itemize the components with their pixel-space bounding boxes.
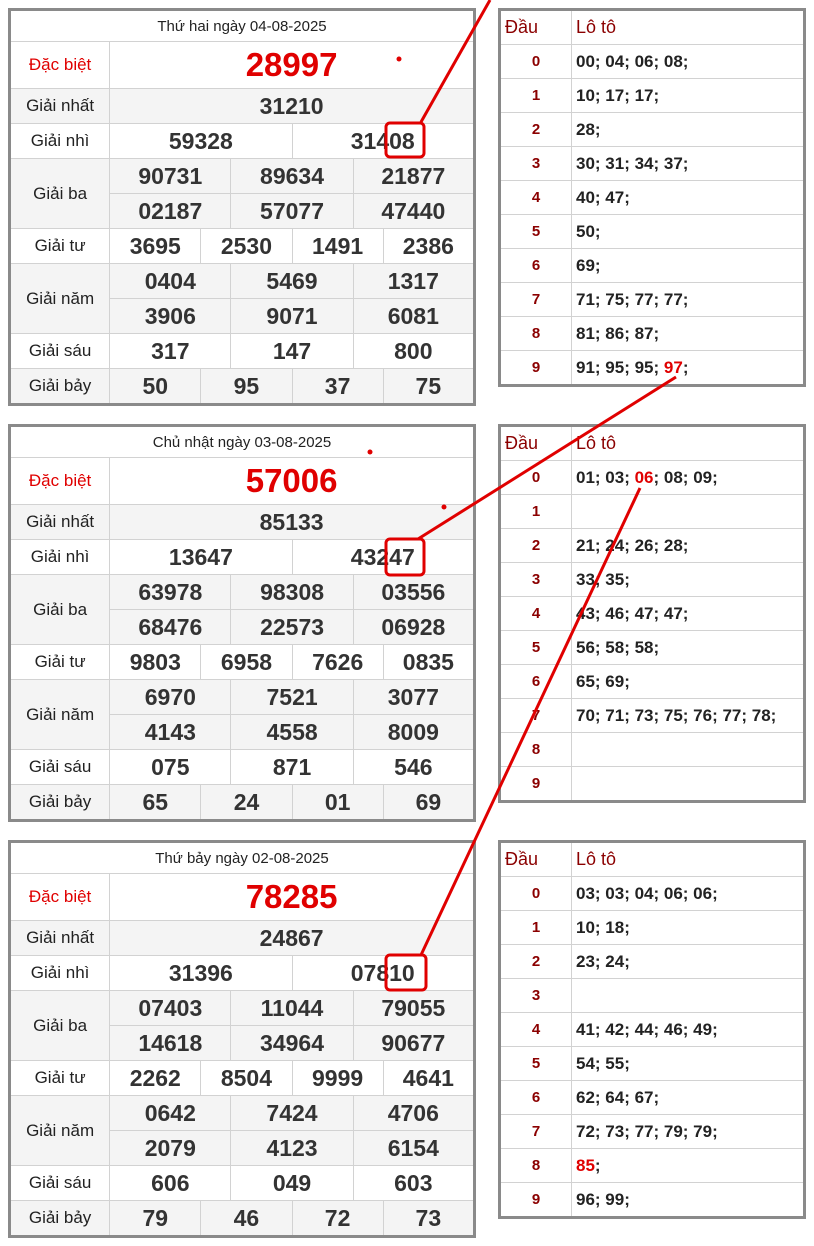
sixth-prize-number: 049 — [231, 1166, 353, 1201]
loto-head-digit: 6 — [500, 249, 572, 283]
loto-head-digit: 0 — [500, 461, 572, 495]
draw-date: Thứ bảy ngày 02-08-2025 — [10, 842, 475, 874]
fourth-prize-number: 2262 — [110, 1061, 201, 1096]
third-prize-number: 57077 — [231, 194, 353, 229]
fifth-prize-number: 2079 — [110, 1131, 231, 1166]
prize-label-fourth: Giải tư — [10, 229, 110, 264]
third-prize-number: 90731 — [110, 159, 231, 194]
second-prize-number: 07810 — [292, 956, 474, 991]
prize-label-fifth: Giải năm — [10, 1096, 110, 1166]
fourth-prize-number: 2386 — [383, 229, 474, 264]
results-table — [8, 8, 476, 406]
loto-value-text: 40; 47; — [576, 187, 630, 207]
loto-value-text: 10; 18; — [576, 917, 630, 937]
second-prize-number: 13647 — [110, 540, 292, 575]
loto-value-text: 21; 24; 26; 28; — [576, 535, 689, 555]
loto-value-text: 72; 73; 77; 79; 79; — [576, 1121, 718, 1141]
loto-values-label: Lô tô — [572, 426, 805, 461]
loto-head-digit: 4 — [500, 1013, 572, 1047]
loto-head-digit: 7 — [500, 699, 572, 733]
loto-head-digit: 7 — [500, 283, 572, 317]
loto-head-digit: 0 — [500, 877, 572, 911]
prize-label-third: Giải ba — [10, 991, 110, 1061]
fourth-prize-number: 3695 — [110, 229, 201, 264]
loto-head-digit: 5 — [500, 215, 572, 249]
loto-values — [572, 283, 805, 317]
fifth-prize-number: 4123 — [231, 1131, 353, 1166]
prize-label-third: Giải ba — [10, 159, 110, 229]
loto-head-label: Đầu — [500, 426, 572, 461]
loto-values-label: Lô tô — [572, 842, 805, 877]
fifth-prize-number: 4143 — [110, 715, 231, 750]
loto-value-text: 00; 04; 06; 08; — [576, 51, 689, 71]
fifth-prize-number: 7424 — [231, 1096, 353, 1131]
prize-label-sixth: Giải sáu — [10, 1166, 110, 1201]
first-prize-number: 85133 — [110, 505, 475, 540]
draw-date: Thứ hai ngày 04-08-2025 — [10, 10, 475, 42]
prize-label-second: Giải nhì — [10, 956, 110, 991]
loto-highlight-value: 85 — [576, 1155, 595, 1175]
loto-head-digit: 4 — [500, 597, 572, 631]
loto-values — [572, 317, 805, 351]
loto-values — [572, 215, 805, 249]
second-prize-number: 59328 — [110, 124, 292, 159]
third-prize-number: 03556 — [353, 575, 474, 610]
loto-values — [572, 631, 805, 665]
third-prize-number: 07403 — [110, 991, 231, 1026]
loto-value-text: ; 08; 09; — [653, 467, 718, 487]
loto-highlight-value: 97 — [663, 357, 683, 377]
sixth-prize-number: 075 — [110, 750, 231, 785]
prize-label-second: Giải nhì — [10, 540, 110, 575]
loto-values — [572, 945, 805, 979]
loto-value-text: 62; 64; 67; — [576, 1087, 660, 1107]
prize-label-seventh: Giải bảy — [10, 785, 110, 821]
prize-label-second: Giải nhì — [10, 124, 110, 159]
loto-head-digit: 8 — [500, 317, 572, 351]
prize-label-sixth: Giải sáu — [10, 334, 110, 369]
first-prize-number: 31210 — [110, 89, 475, 124]
third-prize-number: 68476 — [110, 610, 231, 645]
loto-head-digit: 6 — [500, 1081, 572, 1115]
fifth-prize-number: 6154 — [353, 1131, 474, 1166]
sixth-prize-number: 800 — [353, 334, 474, 369]
loto-table — [498, 840, 806, 1219]
loto-head-digit: 2 — [500, 113, 572, 147]
third-prize-number: 79055 — [353, 991, 474, 1026]
loto-value-text: 70; 71; 73; 75; 76; 77; 78; — [576, 705, 777, 725]
seventh-prize-number: 95 — [201, 369, 292, 405]
draw-date: Chủ nhật ngày 03-08-2025 — [10, 426, 475, 458]
special-prize-number: 57006 — [110, 458, 475, 505]
draw-day-block — [0, 840, 814, 1242]
loto-values — [572, 495, 805, 529]
loto-head-digit: 9 — [500, 767, 572, 802]
loto-values — [572, 147, 805, 181]
third-prize-number: 90677 — [353, 1026, 474, 1061]
fourth-prize-number: 9803 — [110, 645, 201, 680]
loto-head-digit: 7 — [500, 1115, 572, 1149]
loto-head-label: Đầu — [500, 842, 572, 877]
prize-label-third: Giải ba — [10, 575, 110, 645]
fourth-prize-number: 0835 — [383, 645, 474, 680]
loto-values — [572, 529, 805, 563]
loto-values — [572, 1013, 805, 1047]
fifth-prize-number: 0404 — [110, 264, 231, 299]
third-prize-number: 98308 — [231, 575, 353, 610]
seventh-prize-number: 69 — [383, 785, 474, 821]
third-prize-number: 89634 — [231, 159, 353, 194]
loto-value-text: 81; 86; 87; — [576, 323, 660, 343]
second-prize-number: 43247 — [292, 540, 474, 575]
loto-value-text: 50; — [576, 221, 601, 241]
loto-value-text: 28; — [576, 119, 601, 139]
prize-label-first: Giải nhất — [10, 921, 110, 956]
special-prize-number: 78285 — [110, 874, 475, 921]
loto-values — [572, 665, 805, 699]
prize-label-fifth: Giải năm — [10, 680, 110, 750]
seventh-prize-number: 46 — [201, 1201, 292, 1237]
second-prize-number: 31408 — [292, 124, 474, 159]
first-prize-number: 24867 — [110, 921, 475, 956]
prize-label-special: Đặc biệt — [10, 458, 110, 505]
loto-values — [572, 461, 805, 495]
fourth-prize-number: 8504 — [201, 1061, 292, 1096]
loto-head-digit: 6 — [500, 665, 572, 699]
loto-highlight-value: 06 — [634, 467, 654, 487]
special-prize-number: 28997 — [110, 42, 475, 89]
loto-values-label: Lô tô — [572, 10, 805, 45]
fifth-prize-number: 5469 — [231, 264, 353, 299]
loto-head-digit: 3 — [500, 979, 572, 1013]
prize-label-fifth: Giải năm — [10, 264, 110, 334]
loto-head-digit: 2 — [500, 529, 572, 563]
loto-head-digit: 1 — [500, 911, 572, 945]
loto-table — [498, 424, 806, 803]
loto-values — [572, 113, 805, 147]
fifth-prize-number: 4558 — [231, 715, 353, 750]
loto-values — [572, 877, 805, 911]
seventh-prize-number: 01 — [292, 785, 383, 821]
fifth-prize-number: 4706 — [353, 1096, 474, 1131]
loto-value-text: 41; 42; 44; 46; 49; — [576, 1019, 718, 1039]
loto-value-text: ; — [594, 1155, 601, 1175]
fifth-prize-number: 1317 — [353, 264, 474, 299]
loto-value-text: 71; 75; 77; 77; — [576, 289, 689, 309]
sixth-prize-number: 603 — [353, 1166, 474, 1201]
loto-value-text: 56; 58; 58; — [576, 637, 660, 657]
seventh-prize-number: 73 — [383, 1201, 474, 1237]
loto-head-digit: 4 — [500, 181, 572, 215]
loto-values — [572, 979, 805, 1013]
third-prize-number: 47440 — [353, 194, 474, 229]
sixth-prize-number: 147 — [231, 334, 353, 369]
loto-head-digit: 1 — [500, 495, 572, 529]
prize-label-sixth: Giải sáu — [10, 750, 110, 785]
loto-values — [572, 1115, 805, 1149]
loto-values — [572, 351, 805, 386]
third-prize-number: 02187 — [110, 194, 231, 229]
results-table — [8, 424, 476, 822]
loto-value-text: 33; 35; — [576, 569, 630, 589]
fourth-prize-number: 9999 — [292, 1061, 383, 1096]
loto-value-text: ; — [682, 357, 689, 377]
fifth-prize-number: 6970 — [110, 680, 231, 715]
fifth-prize-number: 8009 — [353, 715, 474, 750]
seventh-prize-number: 75 — [383, 369, 474, 405]
draw-day-block — [0, 424, 814, 826]
loto-head-digit: 8 — [500, 1149, 572, 1183]
prize-label-seventh: Giải bảy — [10, 1201, 110, 1237]
loto-values — [572, 597, 805, 631]
loto-value-text: 54; 55; — [576, 1053, 630, 1073]
fifth-prize-number: 0642 — [110, 1096, 231, 1131]
loto-head-digit: 0 — [500, 45, 572, 79]
fourth-prize-number: 4641 — [383, 1061, 474, 1096]
third-prize-number: 11044 — [231, 991, 353, 1026]
third-prize-number: 22573 — [231, 610, 353, 645]
prize-label-first: Giải nhất — [10, 505, 110, 540]
third-prize-number: 34964 — [231, 1026, 353, 1061]
loto-values — [572, 1081, 805, 1115]
sixth-prize-number: 871 — [231, 750, 353, 785]
seventh-prize-number: 37 — [292, 369, 383, 405]
seventh-prize-number: 79 — [110, 1201, 201, 1237]
loto-head-digit: 1 — [500, 79, 572, 113]
prize-label-first: Giải nhất — [10, 89, 110, 124]
loto-values — [572, 79, 805, 113]
fifth-prize-number: 3077 — [353, 680, 474, 715]
loto-value-text: 96; 99; — [576, 1189, 630, 1209]
prize-label-fourth: Giải tư — [10, 645, 110, 680]
loto-values — [572, 1149, 805, 1183]
sixth-prize-number: 317 — [110, 334, 231, 369]
results-table — [8, 840, 476, 1238]
prize-label-fourth: Giải tư — [10, 1061, 110, 1096]
loto-value-text: 10; 17; 17; — [576, 85, 660, 105]
loto-value-text: 23; 24; — [576, 951, 630, 971]
loto-head-digit: 5 — [500, 631, 572, 665]
loto-values — [572, 181, 805, 215]
loto-head-digit: 8 — [500, 733, 572, 767]
fourth-prize-number: 7626 — [292, 645, 383, 680]
seventh-prize-number: 50 — [110, 369, 201, 405]
fifth-prize-number: 9071 — [231, 299, 353, 334]
sixth-prize-number: 606 — [110, 1166, 231, 1201]
prize-label-seventh: Giải bảy — [10, 369, 110, 405]
draw-day-block — [0, 8, 814, 410]
fifth-prize-number: 3906 — [110, 299, 231, 334]
fourth-prize-number: 6958 — [201, 645, 292, 680]
seventh-prize-number: 72 — [292, 1201, 383, 1237]
loto-values — [572, 1183, 805, 1218]
loto-values — [572, 911, 805, 945]
loto-values — [572, 45, 805, 79]
third-prize-number: 21877 — [353, 159, 474, 194]
loto-head-digit: 9 — [500, 1183, 572, 1218]
loto-head-label: Đầu — [500, 10, 572, 45]
loto-values — [572, 1047, 805, 1081]
fifth-prize-number: 7521 — [231, 680, 353, 715]
loto-value-text: 01; 03; — [576, 467, 635, 487]
loto-values — [572, 563, 805, 597]
prize-label-special: Đặc biệt — [10, 874, 110, 921]
fourth-prize-number: 1491 — [292, 229, 383, 264]
loto-value-text: 91; 95; 95; — [576, 357, 664, 377]
loto-values — [572, 767, 805, 802]
loto-head-digit: 5 — [500, 1047, 572, 1081]
loto-head-digit: 3 — [500, 147, 572, 181]
second-prize-number: 31396 — [110, 956, 292, 991]
loto-head-digit: 3 — [500, 563, 572, 597]
loto-value-text: 65; 69; — [576, 671, 630, 691]
seventh-prize-number: 24 — [201, 785, 292, 821]
loto-value-text: 30; 31; 34; 37; — [576, 153, 689, 173]
third-prize-number: 06928 — [353, 610, 474, 645]
seventh-prize-number: 65 — [110, 785, 201, 821]
loto-values — [572, 699, 805, 733]
third-prize-number: 14618 — [110, 1026, 231, 1061]
loto-value-text: 03; 03; 04; 06; 06; — [576, 883, 718, 903]
third-prize-number: 63978 — [110, 575, 231, 610]
loto-values — [572, 733, 805, 767]
prize-label-special: Đặc biệt — [10, 42, 110, 89]
fourth-prize-number: 2530 — [201, 229, 292, 264]
sixth-prize-number: 546 — [353, 750, 474, 785]
loto-value-text: 69; — [576, 255, 601, 275]
loto-value-text: 43; 46; 47; 47; — [576, 603, 689, 623]
loto-head-digit: 9 — [500, 351, 572, 386]
loto-table — [498, 8, 806, 387]
fifth-prize-number: 6081 — [353, 299, 474, 334]
loto-head-digit: 2 — [500, 945, 572, 979]
loto-values — [572, 249, 805, 283]
